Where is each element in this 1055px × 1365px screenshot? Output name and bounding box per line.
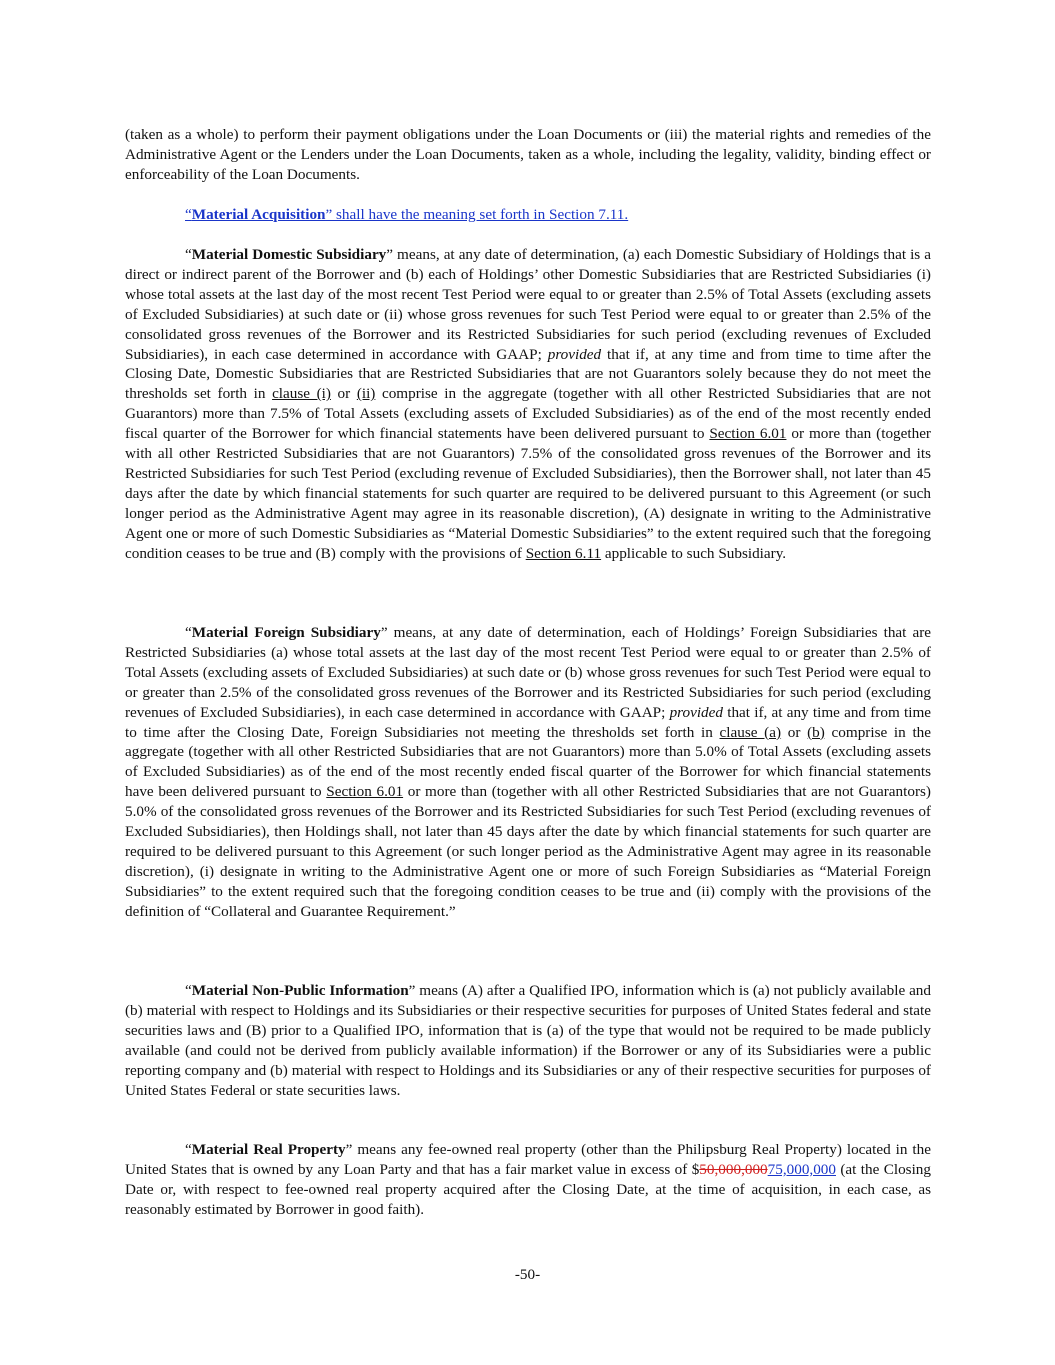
carryover-paragraph (125, 125, 931, 185)
definition-text: ” means any fee-owned real property (other than the Philipsburg Real Property) located in the United States that is owned by any Loan Party and that has a fair market value in excess of $ (125, 1141, 931, 1178)
open-quote: “ (185, 246, 192, 263)
cross-reference: clause (i) (272, 385, 331, 403)
cross-reference: (ii) (356, 385, 376, 403)
definition-text: or (781, 723, 808, 741)
definition-text: ” means, at any date of determination, (a) each Domestic Subsidiary of Holdings that is a direct or indirect parent of the Borrower and (b) each of Holdings’ other Domestic Subsidiaries that are Restricted Subsidiaries (i) whose total assets at the last day of the most recent Test Period were equal to or greater than 2.5% of Total Assets (excluding assets of Excluded Subsidiaries) at such date or (ii) whose gross revenues for such Test Period were equal to or greater than 2.5% of the consolidated gross revenues of the Borrower and its Restricted Subsidiaries for such period (excluding revenues of Excluded Subsidiaries), in each case determined in accordance with GAAP; (125, 246, 931, 363)
defined-term: Material Domestic Subsidiary (191, 246, 387, 263)
open-quote: “ (185, 206, 192, 223)
cross-reference: Section 6.01 (709, 425, 787, 443)
provided-italic: provided (547, 345, 602, 363)
defined-term: Material Non-Public Information (191, 982, 409, 999)
definition-text: comprise in the aggregate (together with all other Restricted Subsidiaries that are not Guarantors) more than 7.5% of Total Assets (excluding assets of Excluded Subsidiaries) as of the end of the most recently ended fiscal quarter of the Borrower for which financial statements have been delivered pursuant to (125, 385, 932, 443)
definition-text: comprise in the aggregate (together with all other Restricted Subsidiaries that are not Guarantors) more than 5.0% of Total Assets (excluding assets of Excluded Subsidiaries) as of the end of the most recently ended fiscal quarter of the Borrower for which financial statements have been delivered pursuant to (125, 723, 932, 801)
page-number: -50- (514, 1266, 541, 1283)
definition-text: or more than (together with all other Restricted Subsidiaries that are not Guarantors) 5.0% of the consolidated gross revenues of the Borrower and its Restricted Subsidiaries for such Test Period (excluding revenues of Excluded Subsidiaries), then Holdings shall, not later than 45 days after the date by which financial statements for such quarter are required to be delivered pursuant to this Agreement (or such longer period as the Administrative Agent may agree in its reasonable discretion), (i) designate in writing to the Administrative Agent one or more of such Foreign Subsidiaries as “Material Foreign Subsidiaries” to the extent required such that the foregoing condition ceases to be true and (ii) comply with the provisions of the definition of “Collateral and Guarantee Requirement.” (125, 783, 931, 920)
defined-term: Material Real Property (191, 1141, 346, 1158)
definition-text: applicable to such Subsidiary. (601, 544, 787, 562)
defined-term: Material Acquisition (191, 206, 326, 223)
cross-reference: clause (a) (719, 723, 782, 741)
definition-material-foreign-subsidiary (125, 623, 931, 922)
defined-term: Material Foreign Subsidiary (191, 624, 381, 641)
open-quote: “ (185, 624, 192, 641)
cross-reference: Section 6.01 (326, 783, 404, 801)
cross-reference: Section 6.11 (525, 544, 602, 562)
open-quote: “ (185, 1141, 192, 1158)
definition-text: ” means, at any date of determination, each of Holdings’ Foreign Subsidiaries that are Restricted Subsidiaries (a) whose total assets at the last day of the most recent Test Period were equal to or greater than 2.5% of Total Assets (excluding assets of Excluded Subsidiaries) at such date or (b) whose gross revenues for such Test Period were equal to or greater than 2.5% of the consolidated gross revenues of the Borrower and its Restricted Subsidiaries for such period (excluding revenues of Excluded Subsidiaries), in each case determined in accordance with GAAP; (125, 624, 931, 721)
open-quote: “ (185, 982, 192, 999)
definition-text: (at the Closing Date or, with respect to fee-owned real property acquired after the Closing Date, at the time of acquisition, in each case, as reasonably estimated by Borrower in good faith). (125, 1160, 931, 1218)
definition-text: ” shall have the meaning set forth in Section 7.11. (325, 206, 629, 223)
definition-material-domestic-subsidiary (125, 245, 931, 564)
definition-text: or more than (together with all other Restricted Subsidiaries that are not Guarantors) 7.5% of the consolidated gross revenues of the Borrower and its Restricted Subsidiaries for such Test Period (excluding revenue of Excluded Subsidiaries), then the Borrower shall, not later than 45 days after the date by which financial statements for such quarter are required to be delivered pursuant to this Agreement (or such longer period as the Administrative Agent may agree in its reasonable discretion), (A) designate in writing to the Administrative Agent one or more of such Domestic Subsidiaries as “Material Domestic Subsidiaries” to the extent required such that the foregoing condition ceases to be true and (B) comply with the provisions of (125, 425, 931, 562)
definition-material-real-property (125, 1140, 931, 1220)
inserted-text (185, 206, 628, 223)
cross-reference: (b) (807, 723, 825, 741)
definition-material-non-public-information (125, 981, 931, 1100)
carryover-text: (taken as a whole) to perform their payment obligations under the Loan Documents or (iii) the material rights and remedies of the Administrative Agent or the Lenders under the Loan Documents, taken as a whole, including the legality, validity, binding effect or enforceability of the Loan Documents. (125, 126, 931, 183)
definition-text: that if, at any time and from time to time after the Closing Date, Domestic Subsidiaries that are Restricted Subsidiaries that are not Guarantors solely because they do not meet the thresholds set forth in (125, 345, 931, 403)
definition-text: or (330, 385, 357, 403)
inserted-amount: 75,000,000 (767, 1160, 836, 1178)
definition-material-acquisition (125, 205, 931, 225)
definition-text: ” means (A) after a Qualified IPO, information which is (a) not publicly available and (b) material with respect to Holdings and its Subsidiaries or their respective securities for purposes of United States federal and state securities laws and (B) prior to a Qualified IPO, information that is (a) of the type that would not be required to be made publicly available (and could not be derived from publicly available information) if the Borrower or any of its Subsidiaries were a public reporting company and (b) material with respect to Holdings and its Subsidiaries or any of their respective securities for purposes of United States Federal or state securities laws. (125, 982, 931, 1099)
deleted-amount: 50,000,000 (699, 1160, 768, 1178)
provided-italic: provided (669, 703, 723, 721)
definition-text: that if, at any time and from time to time after the Closing Date, Foreign Subsidiaries not meeting the thresholds set forth in (125, 703, 931, 741)
